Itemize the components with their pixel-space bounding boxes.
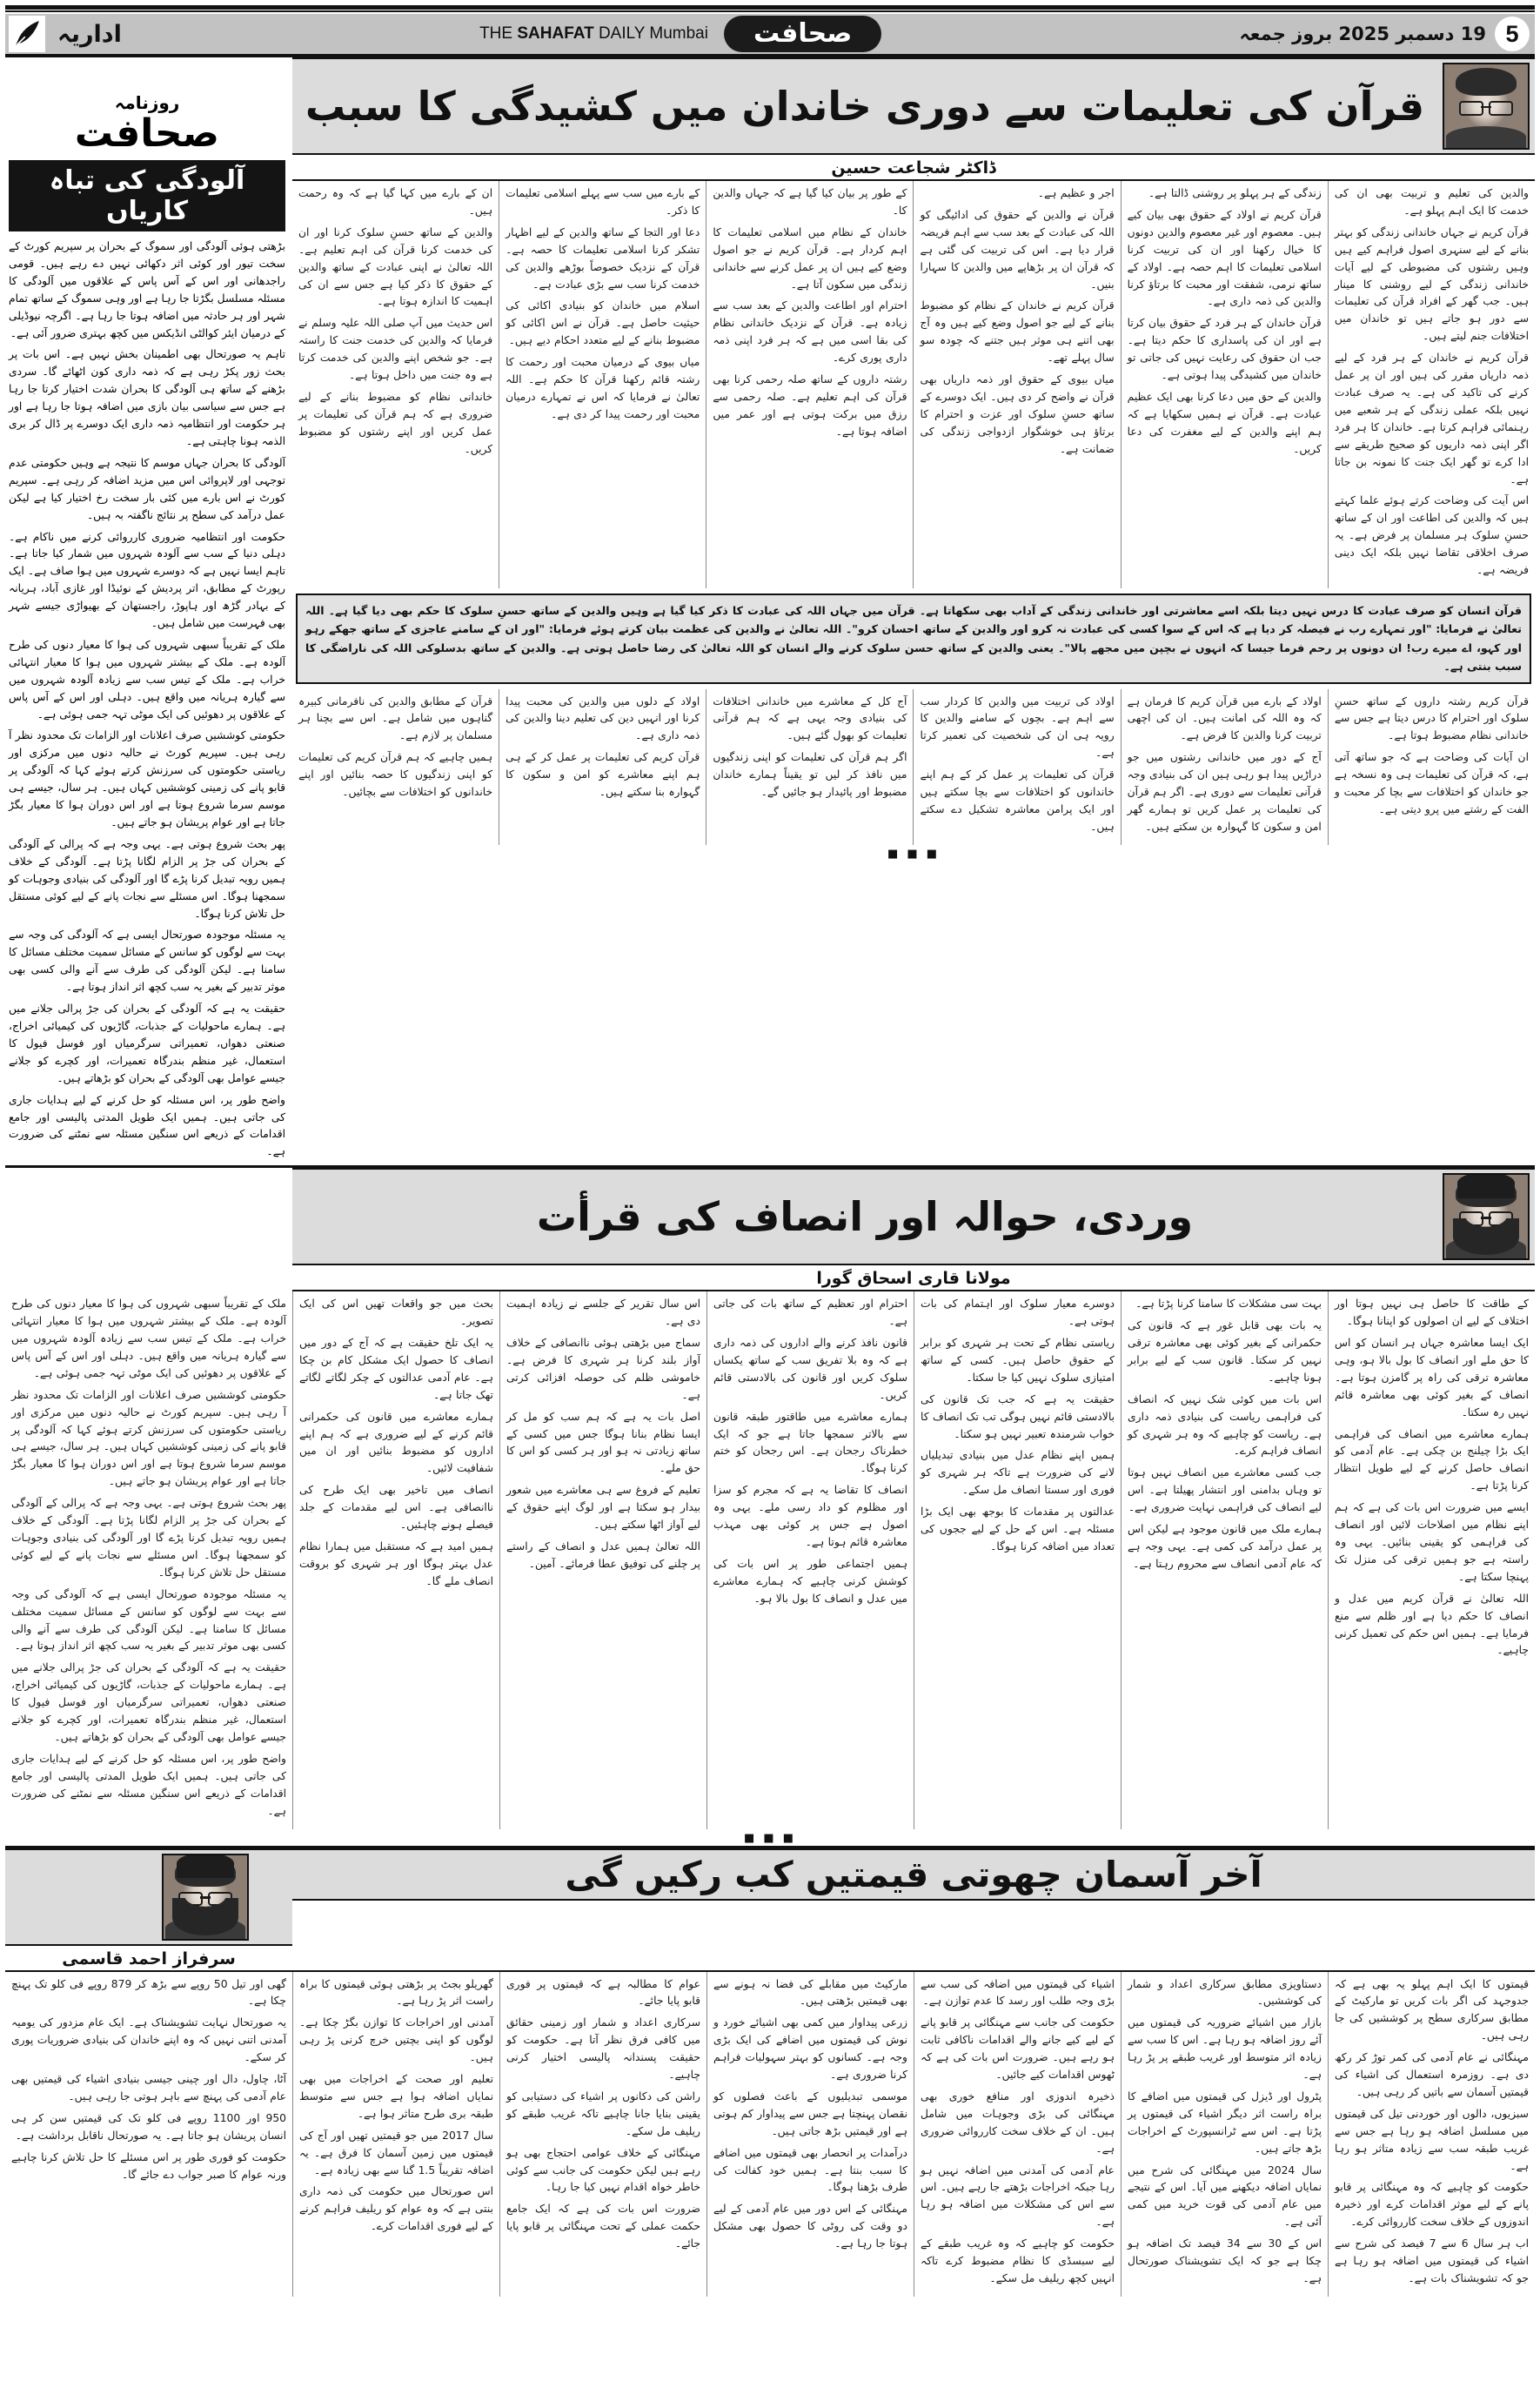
article1-pull-quote: قرآن انسان کو صرف عبادت کا درس نہیں دیتا بلکہ اسے معاشرتی اور خاندانی زندگی کے آداب بھی سکھاتا ہے۔ قرآن میں جہاں اللہ کی عبادت کا ذکر کیا گیا ہے وہیں والدین کے ساتھ حسنِ سلوک کا حکم بھی دیا گیا ہے۔ اللہ تعالیٰ نے فرمایا: "اور تمہارے رب نے فیصلہ کر دیا ہے کہ اس کے سوا کسی کی عبادت نہ کرو اور والدین کے ساتھ احسان کرو"۔ اللہ تعالیٰ نے والدین کی عظمت بیان کرتے ہوئے فرمایا: "اور ان کے سامنے عاجزی کے ساتھ جھکے رہو اور کہو، اے میرے رب! ان دونوں پر رحم فرما جیسا کہ انہوں نے بچپن میں مجھے پالا"۔ یعنی والدین کے ساتھ حسن سلوک کرنے والے انسان کو اللہ تعالیٰ کی رضا حاصل ہوتی ہے۔ والدین کے ساتھ بدسلوکی اللہ کی ناراضگی کا سبب بنتی ہے۔	[296, 594, 1531, 684]
para: سال 2017 میں جو قیمتیں تھیں اور آج کی قیمتوں میں زمین آسمان کا فرق ہے۔ یہ اضافہ تقریباً 1.5 گنا سے بھی زیادہ ہے۔	[299, 2129, 493, 2176]
para: یہ بات بھی قابل غور ہے کہ قانون کی حکمرانی کے بغیر کوئی بھی معاشرہ ترقی نہیں کر سکتا۔ قانون سب کے لیے برابر ہونا چاہیے۔	[1128, 1319, 1322, 1384]
article1-col-1	[1328, 181, 1535, 588]
para: آج کل کے معاشرے میں خاندانی اختلافات کی بنیادی وجہ یہی ہے کہ ہم قرآنی تعلیمات کو بھول گئے ہیں۔	[713, 694, 907, 742]
para: احترام اور اطاعت والدین کے بعد سب سے زیادہ ہے۔ قرآن کے نزدیک خاندانی نظام کی بقا اسی میں ہے کہ ہر فرد اپنی ذمہ داری پوری کرے۔	[713, 299, 907, 365]
para: جب کسی معاشرے میں انصاف نہیں ہوتا تو وہاں بدامنی اور انتشار پھیلتا ہے۔ اس لیے انصاف کی فراہمی نہایت ضروری ہے۔	[1128, 1466, 1322, 1514]
author-photo-shujaat-hussain	[1443, 63, 1530, 150]
newspaper-page	[0, 5, 1540, 2381]
para: قرآن کریم رشتہ داروں کے ساتھ حسنِ سلوک اور احترام کا درس دیتا ہے جس سے خاندانی نظام مضبوط ہوتا ہے۔	[1334, 694, 1529, 742]
article3-col-4	[706, 1972, 914, 2297]
para: اصل بات یہ ہے کہ ہم سب کو مل کر ایسا نظام بنانا ہوگا جس میں کسی کے ساتھ زیادتی نہ ہو اور ہر کسی کو اس کا حق ملے۔	[506, 1410, 700, 1475]
para: قرآن کریم نے خاندان کے ہر فرد کے لیے ذمہ داریاں مقرر کی ہیں اور ان پر عمل کرنے کی تاکید کی ہے۔ یہ صرف عبادت نہیں بلکہ عملی زندگی کے ہر شعبے میں رہنمائی فراہم کرتا ہے۔ خاندان کا ہر فرد اگر اپنی ذمہ داریوں کو صحیح طریقے سے ادا کرے تو گھر ایک جنت کا نمونہ بن جاتا ہے۔	[1334, 352, 1529, 486]
para: یہ ایک تلخ حقیقت ہے کہ آج کے دور میں انصاف کا حصول ایک مشکل کام بن چکا ہے۔ عام آدمی عدالتوں کے چکر لگاتے لگاتے تھک جاتا ہے۔	[299, 1337, 493, 1401]
beard-illustration	[172, 1898, 239, 1935]
para: یہ صورتحال نہایت تشویشناک ہے۔ ایک عام مزدور کی یومیہ آمدنی اتنی نہیں کہ وہ اپنے خاندان کی بنیادی ضروریات پوری کر سکے۔	[11, 2016, 286, 2064]
para: اگر ہم قرآن کی تعلیمات کو اپنی زندگیوں میں نافذ کر لیں تو یقیناً ہمارے خاندان مضبوط اور پائیدار ہو جائیں گے۔	[713, 751, 907, 799]
para: بحث میں جو واقعات تھیں اس کی ایک تصویر۔	[299, 1298, 493, 1328]
para: والدین کے حق میں دعا کرنا بھی ایک عظیم عبادت ہے۔ قرآن نے ہمیں سکھایا ہے کہ ہم اپنے والدین کے لیے مغفرت کی دعا کریں۔	[1127, 390, 1322, 455]
para: دوسرے معیار سلوک اور اہتمام کی بات ہوتی ہے۔	[921, 1298, 1115, 1328]
para: مہنگائی کے اس دور میں عام آدمی کے لیے دو وقت کی روٹی کا حصول بھی مشکل ہوتا جا رہا ہے۔	[713, 2203, 907, 2250]
para: عام آدمی کی آمدنی میں اضافہ نہیں ہو رہا جبکہ اخراجات بڑھتے جا رہے ہیں۔ اس سے اس کی مشکلات میں اضافہ ہو رہا ہے۔	[921, 2163, 1115, 2229]
article1-end-marker: ■ ■ ■	[887, 847, 941, 861]
logo-en-post: DAILY Mumbai	[593, 24, 708, 43]
para: ہمیں اپنے نظام عدل میں بنیادی تبدیلیاں لانے کی ضرورت ہے تاکہ ہر شہری کو فوری اور سستا انصاف مل سکے۔	[921, 1449, 1115, 1497]
article2-top	[5, 1168, 1535, 1291]
para: یہ مسئلہ موجودہ صورتحال ایسی ہے کہ آلودگی کی وجہ سے بہت سے لوگوں کو سانس کے مسائل سمیت مختلف مسائل کا سامنا ہے۔ لیکن آلودگی کی طرف سے آنے والی کسی بھی موثر تدبیر کے بغیر یہ سب کچھ اثر انداز ہوتا ہے۔	[9, 929, 285, 994]
para: اللہ تعالیٰ ہمیں عدل و انصاف کے راستے پر چلنے کی توفیق عطا فرمائے۔ آمین۔	[506, 1540, 700, 1570]
para: واضح طور پر، اس مسئلہ کو حل کرنے کے لیے ہدایات جاری کی جاتی ہیں۔ ہمیں ایک طویل المدتی پالیسی اور جامع اقدامات کے ذریعے اس سنگین مسئلہ سے نمٹنے کی ضرورت ہے۔	[11, 1752, 286, 1817]
para: سال 2024 میں مہنگائی کی شرح میں نمایاں اضافہ دیکھنے میں آیا۔ اس کے نتیجے میں عام آدمی کی قوت خرید میں کمی آئی ہے۔	[1128, 2163, 1322, 2229]
para: خاندانی نظام کو مضبوط بنانے کے لیے ضروری ہے کہ ہم قرآن کی تعلیمات پر عمل کریں اور اپنے رشتوں کو مضبوط کریں۔	[298, 390, 493, 455]
para: قرآن کریم نے جہاں خاندانی زندگی کو بہتر بنانے کے لیے سنہری اصول فراہم کیے ہیں وہیں رشتوں کی مضبوطی کے لیے آیات خاندانی زندگی کے لیے روشنی کا مینار ہیں۔ جب گھر کے افراد قرآن کی تعلیمات سے دور ہو جاتے ہیں تو خاندان میں اختلافات جنم لیتے ہیں۔	[1334, 225, 1529, 343]
para: بازار میں اشیائے ضروریہ کی قیمتوں میں آئے روز اضافہ ہو رہا ہے۔ اس کا سب سے زیادہ اثر متوسط اور غریب طبقے پر پڑ رہا ہے۔	[1128, 2016, 1322, 2082]
para: اس کے 30 سے 34 فیصد تک اضافہ ہو چکا ہے جو کہ ایک تشویشناک صورتحال ہے۔	[1128, 2237, 1322, 2284]
para: رشتہ داروں کے ساتھ صلہ رحمی کرنا بھی قرآن کی اہم تعلیم ہے۔ صلہ رحمی سے رزق میں برکت ہوتی ہے اور عمر میں اضافہ ہوتا ہے۔	[713, 373, 907, 438]
para: والدین کی تعلیم و تربیت بھی ان کی خدمت کا ایک اہم پہلو ہے۔	[1334, 187, 1529, 217]
article1-b-col-5	[499, 689, 706, 845]
editorial-body	[9, 238, 285, 1161]
article3-main	[292, 1848, 1535, 1946]
para: ہمیں اجتماعی طور پر اس بات کی کوشش کرنی چاہیے کہ ہمارے معاشرے میں عدل و انصاف کا بول بالا ہو۔	[713, 1557, 907, 1605]
article3-byline: سرفراز احمد قاسمی	[62, 1948, 236, 1969]
article1-col-3	[913, 181, 1120, 588]
article2-col-4	[706, 1291, 914, 1828]
para: ہمارے معاشرے میں قانون کی حکمرانی قائم کرنے کے لیے ضروری ہے کہ ہم اپنے اداروں کو مضبوط بنائیں اور ان میں شفافیت لائیں۔	[299, 1410, 493, 1475]
para: حکومت کو چاہیے کہ وہ مہنگائی پر قابو پانے کے لیے موثر اقدامات کرے اور ذخیرہ اندوزوں کے خلاف سخت کارروائی کرے۔	[1335, 2181, 1529, 2229]
para: ایک ایسا معاشرہ جہاں ہر انسان کو اس کا حق ملے اور انصاف کا بول بالا ہو، وہی معاشرہ ترقی کی راہ پر گامزن ہوتا ہے۔ انصاف کے بغیر کوئی بھی معاشرہ قائم نہیں رہ سکتا۔	[1335, 1337, 1529, 1419]
article2-col-6	[292, 1291, 499, 1828]
para: حکومتی کوششیں صرف اعلانات اور الزامات تک محدود نظر آ رہی ہیں۔ سپریم کورٹ نے حالیہ دنوں میں مرکزی اور ریاستی حکومتوں کی سرزنش کرتے ہوئے کہا کہ آلودگی پر قابو پانے کی زمینی کوششیں کہاں ہیں۔ ہر سال، جیسے ہی موسم سرما شروع ہوتا ہے اور اس دوران ہوا کا معیار بگڑ جاتا ہے اور عوام پریشان ہو جاتے ہیں۔	[9, 729, 285, 828]
para: حکومت کو چاہیے کہ وہ غریب طبقے کے لیے سبسڈی کا نظام مضبوط کرے تاکہ انہیں کچھ ریلیف مل سکے۔	[921, 2237, 1115, 2284]
para: قرآن کریم نے اولاد کے حقوق بھی بیان کیے ہیں۔ معصوم اور غیر معصوم والدین دونوں کا خیال رکھنا اور ان کی تربیت کرنا اسلامی تعلیمات کا اہم حصہ ہے۔ اولاد کے ساتھ نرمی، شفقت اور محبت کا برتاؤ کرنا والدین کی ذمہ داری ہے۔	[1127, 208, 1322, 308]
para: کے بارے میں سب سے پہلے اسلامی تعلیمات کا ذکر۔	[506, 187, 700, 217]
article-quran-education	[292, 57, 1535, 1165]
para: مہنگائی کے خلاف عوامی احتجاج بھی ہو رہے ہیں لیکن حکومت کی جانب سے کوئی خاطر خواہ اقدام نہیں کیا جا رہا۔	[506, 2146, 700, 2194]
article2-col-5	[499, 1291, 706, 1828]
logo-en-bold: SAHAFAT	[517, 24, 594, 43]
para: تعلیم کے فروغ سے ہی معاشرے میں شعور بیدار ہو سکتا ہے اور لوگ اپنے حقوق کے لیے آواز اٹھا سکتے ہیں۔	[506, 1484, 700, 1532]
article2-right-gutter	[5, 1168, 292, 1291]
editorial-paper-name: صحافت	[74, 111, 220, 156]
para: اس بات میں کوئی شک نہیں کہ انصاف کی فراہمی ریاست کی بنیادی ذمہ داری ہے۔ ریاست کو چاہیے کہ وہ ہر شہری کو انصاف فراہم کرے۔	[1128, 1392, 1322, 1458]
para: ذخیرہ اندوزی اور منافع خوری بھی مہنگائی کی بڑی وجوہات میں شامل ہیں۔ ان کے خلاف سخت کارروائی ضروری ہے۔	[921, 2089, 1115, 2155]
article3-byline-spacer	[292, 1946, 1535, 1970]
para: ہمارے ملک میں قانون موجود ہے لیکن اس پر عمل درآمد کی کمی ہے۔ یہی وجہ ہے کہ عام آدمی انصاف سے محروم رہتا ہے۔	[1128, 1523, 1322, 1570]
para: اللہ تعالیٰ نے قرآن کریم میں عدل و انصاف کا حکم دیا ہے اور ظلم سے منع فرمایا ہے۔ ہمیں اس حکم کی تعمیل کرنی چاہیے۔	[1335, 1592, 1529, 1657]
para: آلودگی کا بحران جہاں موسم کا نتیجہ ہے وہیں حکومتی عدم توجہی اور لاپروائی اس میں مزید اضافہ کر رہی ہے۔ سپریم کورٹ نے اس بارے میں کئی بار سخت رخ اختیار کیا ہے لیکن عمل درآمد کی سطح پر نتائج ناگفتہ بہ ہیں۔	[9, 456, 285, 521]
sahafat-logo-english	[479, 24, 708, 44]
section-label-editorial: اداریہ	[57, 20, 122, 48]
para: ان کے بارے میں کہا گیا ہے کہ وہ رحمت ہیں۔	[298, 187, 493, 217]
para: ہمارے معاشرے میں طاقتور طبقہ قانون سے بالاتر سمجھا جاتا ہے جو کہ ایک خطرناک رجحان ہے۔ اس رجحان کو ختم کرنا ہوگا۔	[713, 1410, 907, 1475]
article1-b-col-4	[706, 689, 913, 845]
para: سبزیوں، دالوں اور خوردنی تیل کی قیمتوں میں مسلسل اضافہ ہو رہا ہے جس سے غریب طبقہ سب سے زیادہ متاثر ہو رہا ہے۔	[1335, 2107, 1529, 2172]
article2-main	[292, 1168, 1535, 1291]
para: راشن کی دکانوں پر اشیاء کی دستیابی کو یقینی بنایا جانا چاہیے تاکہ غریب طبقے کو ریلیف مل سکے۔	[506, 2089, 700, 2137]
para: اولاد کی تربیت میں والدین کا کردار سب سے اہم ہے۔ بچوں کے سامنے والدین کا رویہ ہی ان کی شخصیت کی تعمیر کرتا ہے۔	[920, 694, 1115, 760]
sahafat-logo-urdu[interactable]: صحافت	[724, 16, 881, 52]
article1-b-col-2	[1121, 689, 1328, 845]
article1-headline-row	[292, 57, 1535, 155]
para: عوام کا مطالبہ ہے کہ قیمتوں پر فوری قابو پایا جائے۔	[506, 1977, 700, 2008]
beard-illustration	[1453, 1218, 1520, 1255]
article2-col-1	[1328, 1291, 1535, 1828]
para: آج کے دور میں خاندانی رشتوں میں جو دراڑیں پیدا ہو رہی ہیں ان کی بنیادی وجہ قرآنی تعلیمات سے دوری ہے۔ اگر ہم قرآن کی تعلیمات پر عمل کریں تو ہمارے گھر امن و سکون کا گہوارہ بن سکتے ہیں۔	[1127, 751, 1322, 833]
row-top	[5, 57, 1535, 1165]
editorial-kicker: روزنامہ	[114, 92, 180, 113]
article3-col-7	[5, 1972, 292, 2297]
para: قرآن کی تعلیمات پر عمل کر کے ہم اپنے خاندانوں کو اختلافات سے بچا سکتے ہیں اور ایک پرامن معاشرہ تشکیل دے سکتے ہیں۔	[920, 768, 1115, 833]
article1-byline: ڈاکٹر شجاعت حسین	[831, 158, 996, 178]
para: اب ہر سال 6 سے 7 فیصد کی شرح سے اشیاء کی قیمتوں میں اضافہ ہو رہا ہے جو کہ تشویشناک بات ہے۔	[1335, 2237, 1530, 2284]
para: سماج میں بڑھتی ہوئی ناانصافی کے خلاف آواز بلند کرنا ہر شہری کا فرض ہے۔ خاموشی ظلم کی حوصلہ افزائی کرتی ہے۔	[506, 1337, 700, 1401]
article3-col-2	[1121, 1972, 1328, 2297]
article3-headline[interactable]: آخر آسمان چھوتی قیمتیں کب رکیں گی	[292, 1850, 1535, 1899]
prayer-cap-icon	[1457, 1173, 1514, 1198]
para: یہ مسئلہ موجودہ صورتحال ایسی ہے کہ آلودگی کی وجہ سے بہت سے لوگوں کو سانس کے مسائل سمیت مختلف مسائل کا سامنا ہے۔ لیکن آلودگی کی طرف سے آنے والی کسی بھی موثر تدبیر کے بغیر یہ سب کچھ اثر انداز ہوتا ہے۔	[11, 1587, 286, 1653]
masthead-date: 19 دسمبر 2025 بروز جمعہ	[1239, 23, 1486, 44]
para: تعلیم اور صحت کے اخراجات میں بھی نمایاں اضافہ ہوا ہے جس سے متوسط طبقہ بری طرح متاثر ہوا ہے۔	[299, 2073, 493, 2120]
para: ایسے میں ضرورت اس بات کی ہے کہ ہم اپنے نظام میں اصلاحات لائیں اور انصاف کی فراہمی کو یقینی بنائیں۔ یہی وہ راستہ ہے جو ہمیں ترقی کی منزل تک پہنچا سکتا ہے۔	[1335, 1501, 1529, 1583]
para: ہمیں چاہیے کہ ہم قرآن کریم کی تعلیمات کو اپنی زندگیوں کا حصہ بنائیں اور اپنے خاندانوں کو اختلافات سے بچائیں۔	[298, 751, 493, 799]
para: بڑھتی ہوئی آلودگی اور سموگ کے بحران پر سپریم کورٹ کے سخت تیور اور کوئی اثر دکھائی نہیں دے رہے ہیں۔ قومی راجدھانی اور اس کے آس پاس کے علاقوں میں آلودگی کا مسئلہ مسلسل بگڑتا جا رہا ہے اور وہی سموگ کے ساتھ تمام شہر اور ہر حادثہ میں اضافہ ہوتا جا رہا ہے۔ اگرچہ نیوڈیلی کے درمیان ایئر کوالٹی انڈیکس میں کچھ بہتری ضرور آئی ہے۔	[9, 240, 285, 339]
para: قیمتوں کا ایک اہم پہلو یہ بھی ہے کہ جدوجہد کی اگر بات کریں تو مارکیٹ کے مطابق سرکاری سطح پر کوششیں کی جا رہی ہیں۔	[1335, 1977, 1529, 2042]
article1-col-5	[499, 181, 706, 588]
article3-col-6	[292, 1972, 499, 2297]
para: اس آیت کی وضاحت کرتے ہوئے علما کہتے ہیں کہ والدین کی اطاعت اور ان کے ساتھ حسنِ سلوک ہر مسلمان پر فرض ہے۔ یہ صرف اخلاقی تقاضا نہیں بلکہ ایک دینی فریضہ ہے۔	[1334, 494, 1529, 577]
article1-columns-bottom	[292, 689, 1535, 845]
article1-b-col-3	[913, 689, 1120, 845]
article1-col-4	[706, 181, 913, 588]
para: قرآن کریم کی تعلیمات پر عمل کر کے ہی ہم اپنے معاشرے کو امن و سکون کا گہوارہ بنا سکتے ہیں۔	[506, 751, 700, 799]
article1-b-col-1	[1328, 689, 1535, 845]
article3-top	[5, 1848, 1535, 1946]
quill-pen-icon	[9, 16, 45, 52]
article1-columns-top	[292, 181, 1535, 588]
para: عدالتوں پر مقدمات کا بوجھ بھی ایک بڑا مسئلہ ہے۔ اس کے حل کے لیے ججوں کی تعداد میں اضافہ کرنا ہوگا۔	[921, 1506, 1115, 1553]
para: اولاد کے دلوں میں والدین کی محبت پیدا کرنا اور انہیں دین کی تعلیم دینا والدین کی ذمہ داری ہے۔	[506, 694, 700, 742]
top-rule-thin	[5, 10, 1535, 12]
para: حکومت کو فوری طور پر اس مسئلے کا حل تلاش کرنا چاہیے ورنہ عوام کا صبر جواب دے جائے گا۔	[11, 2150, 286, 2181]
para: ان آیات کی وضاحت ہے کہ جو ساتھ آتی ہے، کہ قرآن کی تعلیمات ہی وہ نسخہ ہے جو خاندان کو اختلافات سے بچا کر محبت و الفت کے رشتے میں پرو دیتی ہے۔	[1334, 751, 1529, 815]
para: ریاستی نظام کے تحت ہر شہری کو برابر کے حقوق حاصل ہیں۔ کسی کے ساتھ امتیازی سلوک نہیں کیا جا سکتا۔	[921, 1337, 1115, 1384]
para: حقیقت یہ ہے کہ جب تک قانون کی بالادستی قائم نہیں ہوگی تب تک انصاف کا خواب شرمندہ تعبیر نہیں ہو سکتا۔	[921, 1392, 1115, 1440]
para: گھریلو بجٹ پر بڑھتی ہوئی قیمتوں کا براہ راست اثر پڑ رہا ہے۔	[299, 1977, 493, 2008]
para: حکومت کی جانب سے مہنگائی پر قابو پانے کے لیے کیے جانے والے اقدامات ناکافی ثابت ہو رہے ہیں۔ ضرورت اس بات کی ہے کہ ٹھوس اقدامات کیے جائیں۔	[921, 2016, 1115, 2082]
article2-headline[interactable]: وردی، حوالہ اور انصاف کی قرأت	[292, 1170, 1437, 1264]
prayer-cap-icon	[177, 1854, 233, 1879]
logo-en-pre: THE	[479, 24, 518, 43]
para: قرآن کریم نے خاندان کے نظام کو مضبوط بنانے کے لیے جو اصول وضع کیے ہیں وہ آج بھی اتنے ہی موثر ہیں جتنے کہ چودہ سو سال پہلے تھے۔	[920, 299, 1115, 365]
para: پھر بحث شروع ہوتی ہے۔ یہی وجہ ہے کہ پرالی کے آلودگی کے بحران کی جڑ پر الزام لگانا پڑتا ہے۔ آلودگی کے خلاف ہمیں رویہ تبدیل کرنا پڑے گا اور آلودگی کی بنیادی وجوہات کو سمجھنا ہوگا۔ اس مسئلے سے نجات پانے کے لیے کوئی مستقل حل تلاش کرنا ہوگا۔	[11, 1497, 286, 1579]
article-asman-chhuti-qeematein	[5, 1848, 1535, 2297]
para: اشیاء کی قیمتوں میں اضافہ کی سب سے بڑی وجہ طلب اور رسد کا عدم توازن ہے۔	[921, 1977, 1115, 2008]
para: اس سال تقریر کے جلسے نے زیادہ اہمیت دی ہے۔	[506, 1298, 700, 1328]
para: درآمدات پر انحصار بھی قیمتوں میں اضافے کا سبب بنتا ہے۔ ہمیں خود کفالت کی طرف بڑھنا ہوگا۔	[713, 2146, 907, 2194]
para: بہت سی مشکلات کا سامنا کرنا پڑتا ہے۔	[1135, 1298, 1322, 1311]
para: گھی اور تیل 50 روپے سے بڑھ کر 879 روپے فی کلو تک پہنچ چکا ہے۔	[11, 1977, 286, 2008]
para: میاں بیوی کے حقوق اور ذمہ داریاں بھی قرآن نے واضح کر دی ہیں۔ ایک دوسرے کے ساتھ حسنِ سلوک اور عزت و احترام کا برتاؤ ہی خوشگوار ازدواجی زندگی کی ضمانت ہے۔	[920, 373, 1115, 455]
para: تاہم یہ صورتحال بھی اطمینان بخش نہیں ہے۔ اس بات پر بحث زور پکڑ رہی ہے کہ ذمہ داری کون اٹھائے گا۔ سردی بڑھنے کے ساتھ ہی آلودگی کا بحران شدت اختیار کرتا جا رہا ہے جس سے سیاسی بیان بازی میں اضافہ ہوتا جا رہا ہے اور ہر حکومت اور انتظامیہ ذمہ داری ایک دوسرے پر ڈال کر بری الذمہ ہونا چاہتی ہے۔	[9, 348, 285, 447]
article3-col-5	[499, 1972, 706, 2297]
editorial-box	[5, 57, 292, 1165]
para: ضرورت اس بات کی ہے کہ ایک جامع حکمت عملی کے تحت مہنگائی پر قابو پایا جائے۔	[506, 2203, 700, 2250]
article2-col-3	[914, 1291, 1121, 1828]
para: آٹا، چاول، دال اور چینی جیسی بنیادی اشیاء کی قیمتیں بھی عام آدمی کی پہنچ سے باہر ہوتی جا رہی ہیں۔	[11, 2073, 286, 2103]
para: قانون نافذ کرنے والے اداروں کی ذمہ داری ہے کہ وہ بلا تفریق سب کے ساتھ یکساں سلوک کریں اور قانون کی بالادستی قائم کریں۔	[713, 1337, 907, 1401]
para: ملک کے تقریباً سبھی شہروں کی ہوا کا معیار دنوں کی طرح آلودہ ہے۔ ملک کے بیشتر شہروں میں ہوا کا معیار انتہائی خراب ہے۔ ملک کے تیس سب سے زیادہ آلودہ شہروں میں سے گیارہ ہریانہ میں واقع ہیں۔ دہلی اور اس کے آس پاس کے علاقوں پر دھوئیں کی ایک موٹی تہہ جمی ہوئی ہے۔	[11, 1298, 286, 1379]
article2-byline: مولانا قاری اسحاق گورا	[816, 1269, 1011, 1289]
para: سرکاری اعداد و شمار اور زمینی حقائق میں کافی فرق نظر آتا ہے۔ حکومت کو حقیقت پسندانہ پالیسی اختیار کرنی چاہیے۔	[506, 2016, 700, 2082]
para: ملک کے تقریباً سبھی شہروں کی ہوا کا معیار دنوں کی طرح آلودہ ہے۔ ملک کے بیشتر شہروں میں ہوا کا معیار انتہائی خراب ہے۔ ملک کے تیس سب سے زیادہ آلودہ شہروں میں سے گیارہ ہریانہ میں واقع ہیں۔ دہلی اور اس کے آس پاس کے علاقوں پر دھوئیں کی ایک موٹی تہہ جمی ہوئی ہے۔	[9, 638, 285, 721]
para: اس صورتحال میں حکومت کی ذمہ داری بنتی ہے کہ وہ عوام کو ریلیف فراہم کرنے کے لیے فوری اقدامات کرے۔	[299, 2185, 493, 2233]
article3-headline-row	[292, 1848, 1535, 1901]
para: کے طاقت کا حاصل ہی نہیں ہوتا اور اختلاف کے لیے ان اصولوں کو اپنانا ہوگا۔	[1335, 1298, 1529, 1328]
para: میاں بیوی کے درمیان محبت اور رحمت کا رشتہ قائم رکھنا قرآن کا حکم ہے۔ اللہ تعالیٰ نے فرمایا کہ اس نے تمہارے درمیان محبت اور رحمت پیدا کر دی ہے۔	[506, 356, 700, 420]
article1-col-6	[292, 181, 499, 588]
article1-col-2	[1121, 181, 1328, 588]
para: مارکیٹ میں مقابلے کی فضا نہ ہونے سے بھی قیمتیں بڑھتی ہیں۔	[713, 1977, 907, 2008]
article3-headline-gutter	[5, 1848, 118, 1946]
para: قرآن خاندان کے ہر فرد کے حقوق بیان کرتا ہے اور ان کی پاسداری کا حکم دیتا ہے۔ جب ان حقوق کی رعایت نہیں کی جاتی تو خاندان میں کشیدگی پیدا ہوتی ہے۔	[1127, 317, 1322, 382]
para: والدین کے ساتھ حسنِ سلوک کرنا اور ان کی خدمت کرنا قرآن کی اہم تعلیم ہے۔ اللہ تعالیٰ نے اپنی عبادت کے ساتھ والدین کے حقوق کا ذکر کیا ہے جس سے ان کی اہمیت کا اندازہ ہوتا ہے۔	[298, 225, 493, 308]
para: آمدنی اور اخراجات کا توازن بگڑ چکا ہے۔ لوگوں کو اپنی بچتیں خرچ کرنی پڑ رہی ہیں۔	[299, 2016, 493, 2064]
article3-mug-wrap	[118, 1848, 292, 1946]
para: پھر بحث شروع ہوتی ہے۔ یہی وجہ ہے کہ پرالی کے آلودگی کے بحران کی جڑ پر الزام لگانا پڑتا ہے۔ آلودگی کے خلاف ہمیں رویہ تبدیل کرنا پڑے گا اور آلودگی کی بنیادی وجوہات کو سمجھنا ہوگا۔ اس مسئلے سے نجات پانے کے لیے کوئی مستقل حل تلاش کرنا ہوگا۔	[9, 837, 285, 920]
para: حقیقت یہ ہے کہ آلودگی کے بحران کی جڑ پرالی جلانے میں ہے۔ ہمارے ماحولیات کے جذبات، گاڑیوں کی کیمیائی اخراج، صنعتی دھواں، تعمیراتی سرگرمیاں اور فوسل فیول کا استعمال، غیر منظم بندرگاہ تعمیرات، اور کچرے کو جلانے جیسے عوامل بھی آلودگی کے بحران کو بڑھاتے ہیں۔	[11, 1661, 286, 1743]
para: دعا اور التجا کے ساتھ والدین کے لیے اظہار تشکر کرنا اسلامی تعلیمات کا حصہ ہے۔ قرآن کے نزدیک خصوصاً بوڑھے والدین کی خدمت کرنا سب سے بڑی عبادت ہے۔	[506, 225, 700, 291]
para: ہمیں امید ہے کہ مستقبل میں ہمارا نظام عدل بہتر ہوگا اور ہر شہری کو بروقت انصاف ملے گا۔	[299, 1540, 493, 1587]
para: احترام اور تعظیم کے ساتھ بات کی جاتی ہے۔	[713, 1298, 907, 1328]
article2-end-marker: ■ ■ ■	[743, 1831, 797, 1845]
top-rule-thick	[5, 5, 1535, 10]
article3-byline-row	[5, 1946, 1535, 1970]
para: موسمی تبدیلیوں کے باعث فصلوں کو نقصان پہنچتا ہے جس سے پیداوار کم ہوتی ہے اور قیمتیں بڑھ جاتی ہیں۔	[713, 2089, 907, 2137]
para: اولاد کے بارے میں قرآن کریم کا فرمان ہے کہ وہ اللہ کی امانت ہیں۔ ان کی اچھی تربیت کرنا والدین کا فرض ہے۔	[1127, 694, 1322, 742]
para: حکومت اور انتظامیہ ضروری کارروائی کرنے میں ناکام ہے۔ دہلی دنیا کے سب سے آلودہ شہروں میں شمار کیا جاتا ہے۔ تاہم ایسا نہیں ہے کہ دوسرے شہروں میں ہوا صاف ہے۔ ایک رپورٹ کے مطابق، اتر پردیش کے نوئیڈا اور غازی آباد، ہریانہ کے بہادر گڑھ اور ہاپوڑ، راجستھان کے بھیواڑی جیسے شہر بھی فہرست میں شامل ہیں۔	[9, 530, 285, 630]
author-photo-sarfaraz-ahmad-qasmi	[162, 1854, 249, 1941]
article1-b-col-6	[292, 689, 499, 845]
article3-col-3	[914, 1972, 1121, 2297]
para: خاندان کے نظام میں اسلامی تعلیمات کا اہم کردار ہے۔ قرآن کریم نے جو اصول وضع کیے ہیں ان پر عمل کرنے سے خاندانی زندگی میں سکون آتا ہے۔	[713, 225, 907, 291]
masthead	[5, 14, 1535, 56]
editorial-headline[interactable]: آلودگی کی تباہ کاریاں	[9, 160, 285, 231]
article2-headline-row	[292, 1168, 1535, 1265]
para: کے طور پر بیان کیا گیا ہے کہ جہاں والدین کا۔	[713, 187, 907, 217]
article-wardi-hawala-insaf	[5, 1168, 1535, 1845]
para: اجر و عظیم ہے۔	[1037, 187, 1115, 199]
article2-columns	[5, 1291, 1535, 1828]
para: مہنگائی نے عام آدمی کی کمر توڑ کر رکھ دی ہے۔ روزمرہ استعمال کی اشیاء کی قیمتیں آسمان سے باتیں کر رہی ہیں۔	[1335, 2051, 1529, 2098]
author-photo-qari-ishaq-gora	[1443, 1173, 1530, 1260]
para: اسلام میں خاندان کو بنیادی اکائی کی حیثیت حاصل ہے۔ قرآن نے اس اکائی کو مضبوط بنانے کے لیے متعدد احکام دیے ہیں۔	[506, 299, 700, 347]
para: اس حدیث میں آپ صلی اللہ علیہ وسلم نے فرمایا کہ والدین کی خدمت جنت کا راستہ ہے۔ جو شخص اپنے والدین کی خدمت کرتا ہے وہ جنت میں داخل ہوتا ہے۔	[298, 317, 493, 382]
article3-columns	[5, 1972, 1535, 2297]
para: 950 اور 1100 روپے فی کلو تک کی قیمتیں سن کر ہی انسان پریشان ہو جاتا ہے۔ یہ صورتحال ناقابل برداشت ہے۔	[11, 2111, 286, 2142]
para: حکومتی کوششیں صرف اعلانات اور الزامات تک محدود نظر آ رہی ہیں۔ سپریم کورٹ نے حالیہ دنوں میں مرکزی اور ریاستی حکومتوں کی سرزنش کرتے ہوئے کہا کہ آلودگی پر قابو پانے کی زمینی کوششیں کہاں ہیں۔ ہر سال، جیسے ہی موسم سرما شروع ہوتا ہے اور اس دوران ہوا کا معیار بگڑ جاتا ہے اور عوام پریشان ہو جاتے ہیں۔	[11, 1388, 286, 1488]
para: پٹرول اور ڈیزل کی قیمتوں میں اضافے کا براہ راست اثر دیگر اشیاء کی قیمتوں پر پڑتا ہے۔ اس سے ٹرانسپورٹ کے اخراجات بڑھ جاتے ہیں۔	[1128, 2089, 1322, 2155]
article1-headline[interactable]: قرآن کی تعلیمات سے دوری خاندان میں کشیدگی کا سبب	[292, 59, 1437, 153]
para: ہمارے معاشرے میں انصاف کی فراہمی ایک بڑا چیلنج بن چکی ہے۔ عام آدمی کو انصاف حاصل کرنے کے لیے طویل انتظار کرنا پڑتا ہے۔	[1335, 1427, 1529, 1492]
para: انصاف کا تقاضا یہ ہے کہ مجرم کو سزا اور مظلوم کو داد رسی ملے۔ یہی وہ اصول ہے جس پر کوئی بھی مہذب معاشرہ قائم ہوتا ہے۔	[713, 1484, 907, 1548]
article3-col-1	[1328, 1972, 1535, 2297]
para: زندگی کے ہر پہلو پر روشنی ڈالتا ہے۔	[1148, 187, 1322, 199]
para: واضح طور پر، اس مسئلہ کو حل کرنے کے لیے ہدایات جاری کی جاتی ہیں۔ ہمیں ایک طویل المدتی پالیسی اور جامع اقدامات کے ذریعے اس سنگین مسئلہ سے نمٹنے کی ضرورت ہے۔	[9, 1093, 285, 1158]
para: قرآن کے مطابق والدین کی نافرمانی کبیرہ گناہوں میں شامل ہے۔ اس سے بچنا ہر مسلمان پر لازم ہے۔	[298, 694, 493, 742]
para: حقیقت یہ ہے کہ آلودگی کے بحران کی جڑ پرالی جلانے میں ہے۔ ہمارے ماحولیات کے جذبات، گاڑیوں کی کیمیائی اخراج، صنعتی دھواں، تعمیراتی سرگرمیاں اور فوسل فیول کا استعمال، غیر منظم بندرگاہ تعمیرات، اور کچرے کو جلانے جیسے عوامل بھی آلودگی کے بحران کو بڑھاتے ہیں۔	[9, 1003, 285, 1084]
article2-col-7-editorial-cont	[5, 1291, 292, 1828]
para: زرعی پیداوار میں کمی بھی اشیائے خورد و نوش کی قیمتوں میں اضافے کی ایک بڑی وجہ ہے۔ کسانوں کو بہتر سہولیات فراہم کرنا ضروری ہے۔	[713, 2016, 907, 2082]
para: قرآن نے والدین کے حقوق کی ادائیگی کو اللہ کی عبادت کے بعد سب سے اہم فریضہ قرار دیا ہے۔ اس کی تربیت کی گئی ہے کہ قرآن ان پر بڑھاپے میں والدین کا سہارا بنیں۔	[920, 208, 1115, 291]
glasses-icon	[1459, 101, 1512, 111]
page-number-badge: 5	[1495, 17, 1530, 51]
para: انصاف میں تاخیر بھی ایک طرح کی ناانصافی ہے۔ اس لیے مقدمات کے جلد فیصلے ہونے چاہئیں۔	[299, 1484, 493, 1532]
article2-col-2	[1121, 1291, 1328, 1828]
para: دستاویزی مطابق سرکاری اعداد و شمار کی کوششیں۔	[1128, 1977, 1322, 2008]
